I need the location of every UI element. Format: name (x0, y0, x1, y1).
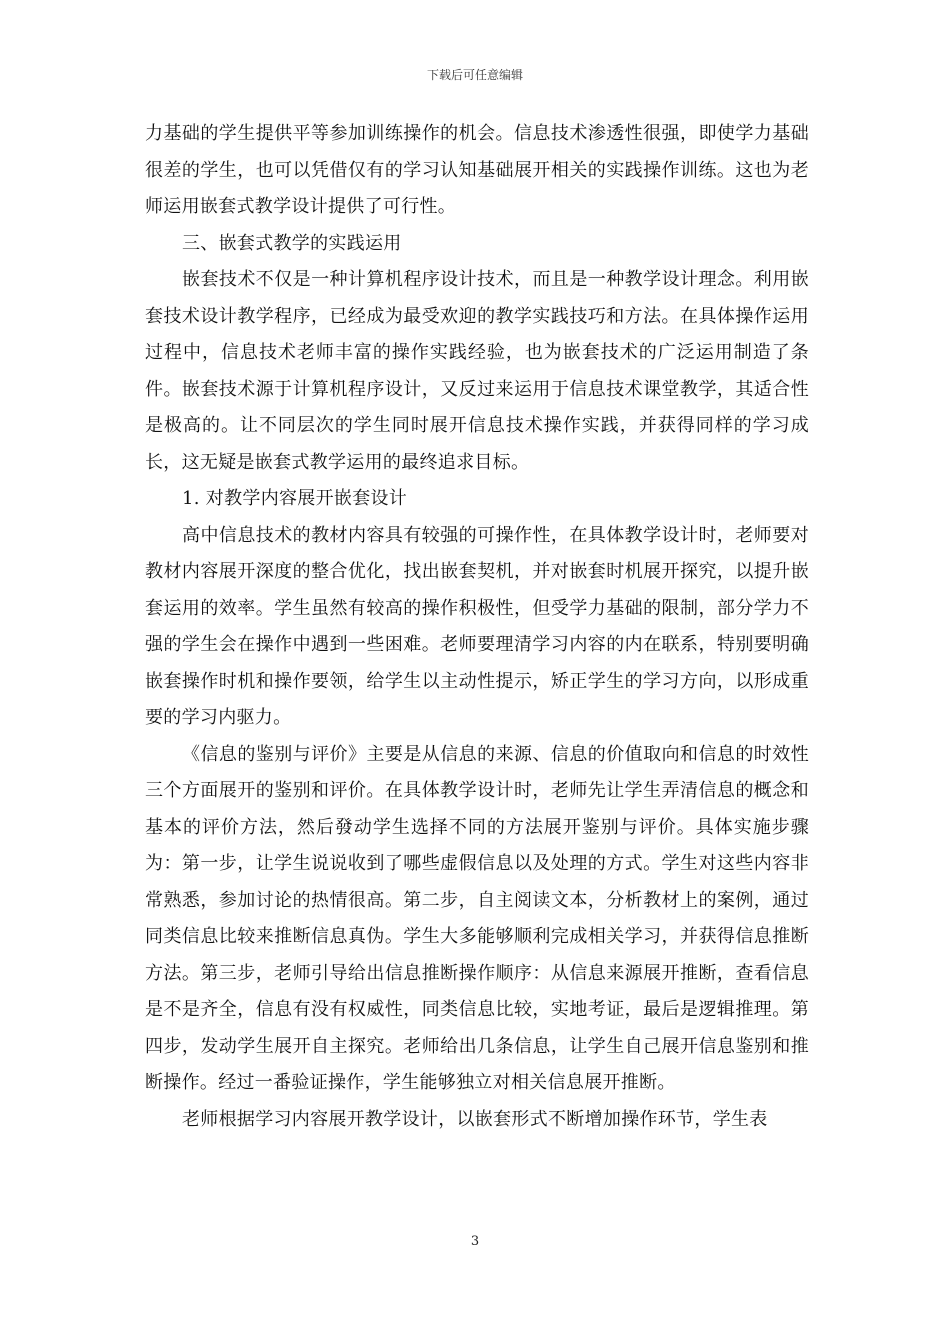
section-heading: 三、嵌套式教学的实践运用 (182, 232, 402, 254)
paragraph-1: 力基础的学生提供平等参加训练操作的机会。信息技术渗透性很强，即使学力基础很差的学生，也可以凭借仅有的学习认知基础展开相关的实践操作训练。这也为老师运用嵌套式教学设计提供了可行性。 (145, 123, 809, 217)
page-header-note: 下载后可任意编辑 (426, 68, 523, 82)
document-body (145, 116, 809, 1138)
paragraph-5: 老师根据学习内容展开教学设计，以嵌套形式不断增加操作环节，学生表 (182, 1108, 768, 1130)
paragraph-3: 高中信息技术的教材内容具有较强的可操作性，在具体教学设计时，老师要对教材内容展开深度的整合优化，找出嵌套契机，并对嵌套时机展开探究，以提升嵌套运用的效率。学生虽然有较高的操作积极性，但受学力基础的限制，部分学力不强的学生会在操作中遇到一些困难。老师要理清学习内容的内在联系，特别要明确嵌套操作时机和操作要领，给学生以主动性提示，矫正学生的学习方向，以形成重要的学习内驱力。 (145, 524, 809, 728)
page-number: 3 (470, 1234, 480, 1249)
paragraph-4: 《信息的鉴别与评价》主要是从信息的来源、信息的价值取向和信息的时效性三个方面展开的鉴别和评价。在具体教学设计时，老师先让学生弄清信息的概念和基本的评价方法，然后發动学生选择不同的方法展开鉴别与评价。具体实施步骤为：第一步，让学生说说收到了哪些虚假信息以及处理的方式。学生对这些内容非常熟悉，参加讨论的热情很高。第二步，自主阅读文本，分析教材上的案例，通过同类信息比较来推断信息真伪。学生大多能够顺利完成相关学习，并获得信息推断方法。第三步，老师引导给出信息推断操作顺序：从信息来源展开推断，查看信息是不是齐全，信息有没有权威性，同类信息比较，实地考证，最后是逻辑推理。第四步，发动学生展开自主探究。老师给出几条信息，让学生自己展开信息鉴别和推断操作。经过一番验证操作，学生能够独立对相关信息展开推断。 (145, 743, 809, 1093)
paragraph-2: 嵌套技术不仅是一种计算机程序设计技术，而且是一种教学设计理念。利用嵌套技术设计教学程序，已经成为最受欢迎的教学实践技巧和方法。在具体操作运用过程中，信息技术老师丰富的操作实践经验，也为嵌套技术的广泛运用制造了条件。嵌套技术源于计算机程序设计，又反过来运用于信息技术课堂教学，其适合性是极高的。让不同层次的学生同时展开信息技术操作实践，并获得同样的学习成长，这无疑是嵌套式教学运用的最终追求目标。 (145, 269, 809, 473)
subsection-heading: 1. 对教学内容展开嵌套设计 (182, 488, 408, 509)
